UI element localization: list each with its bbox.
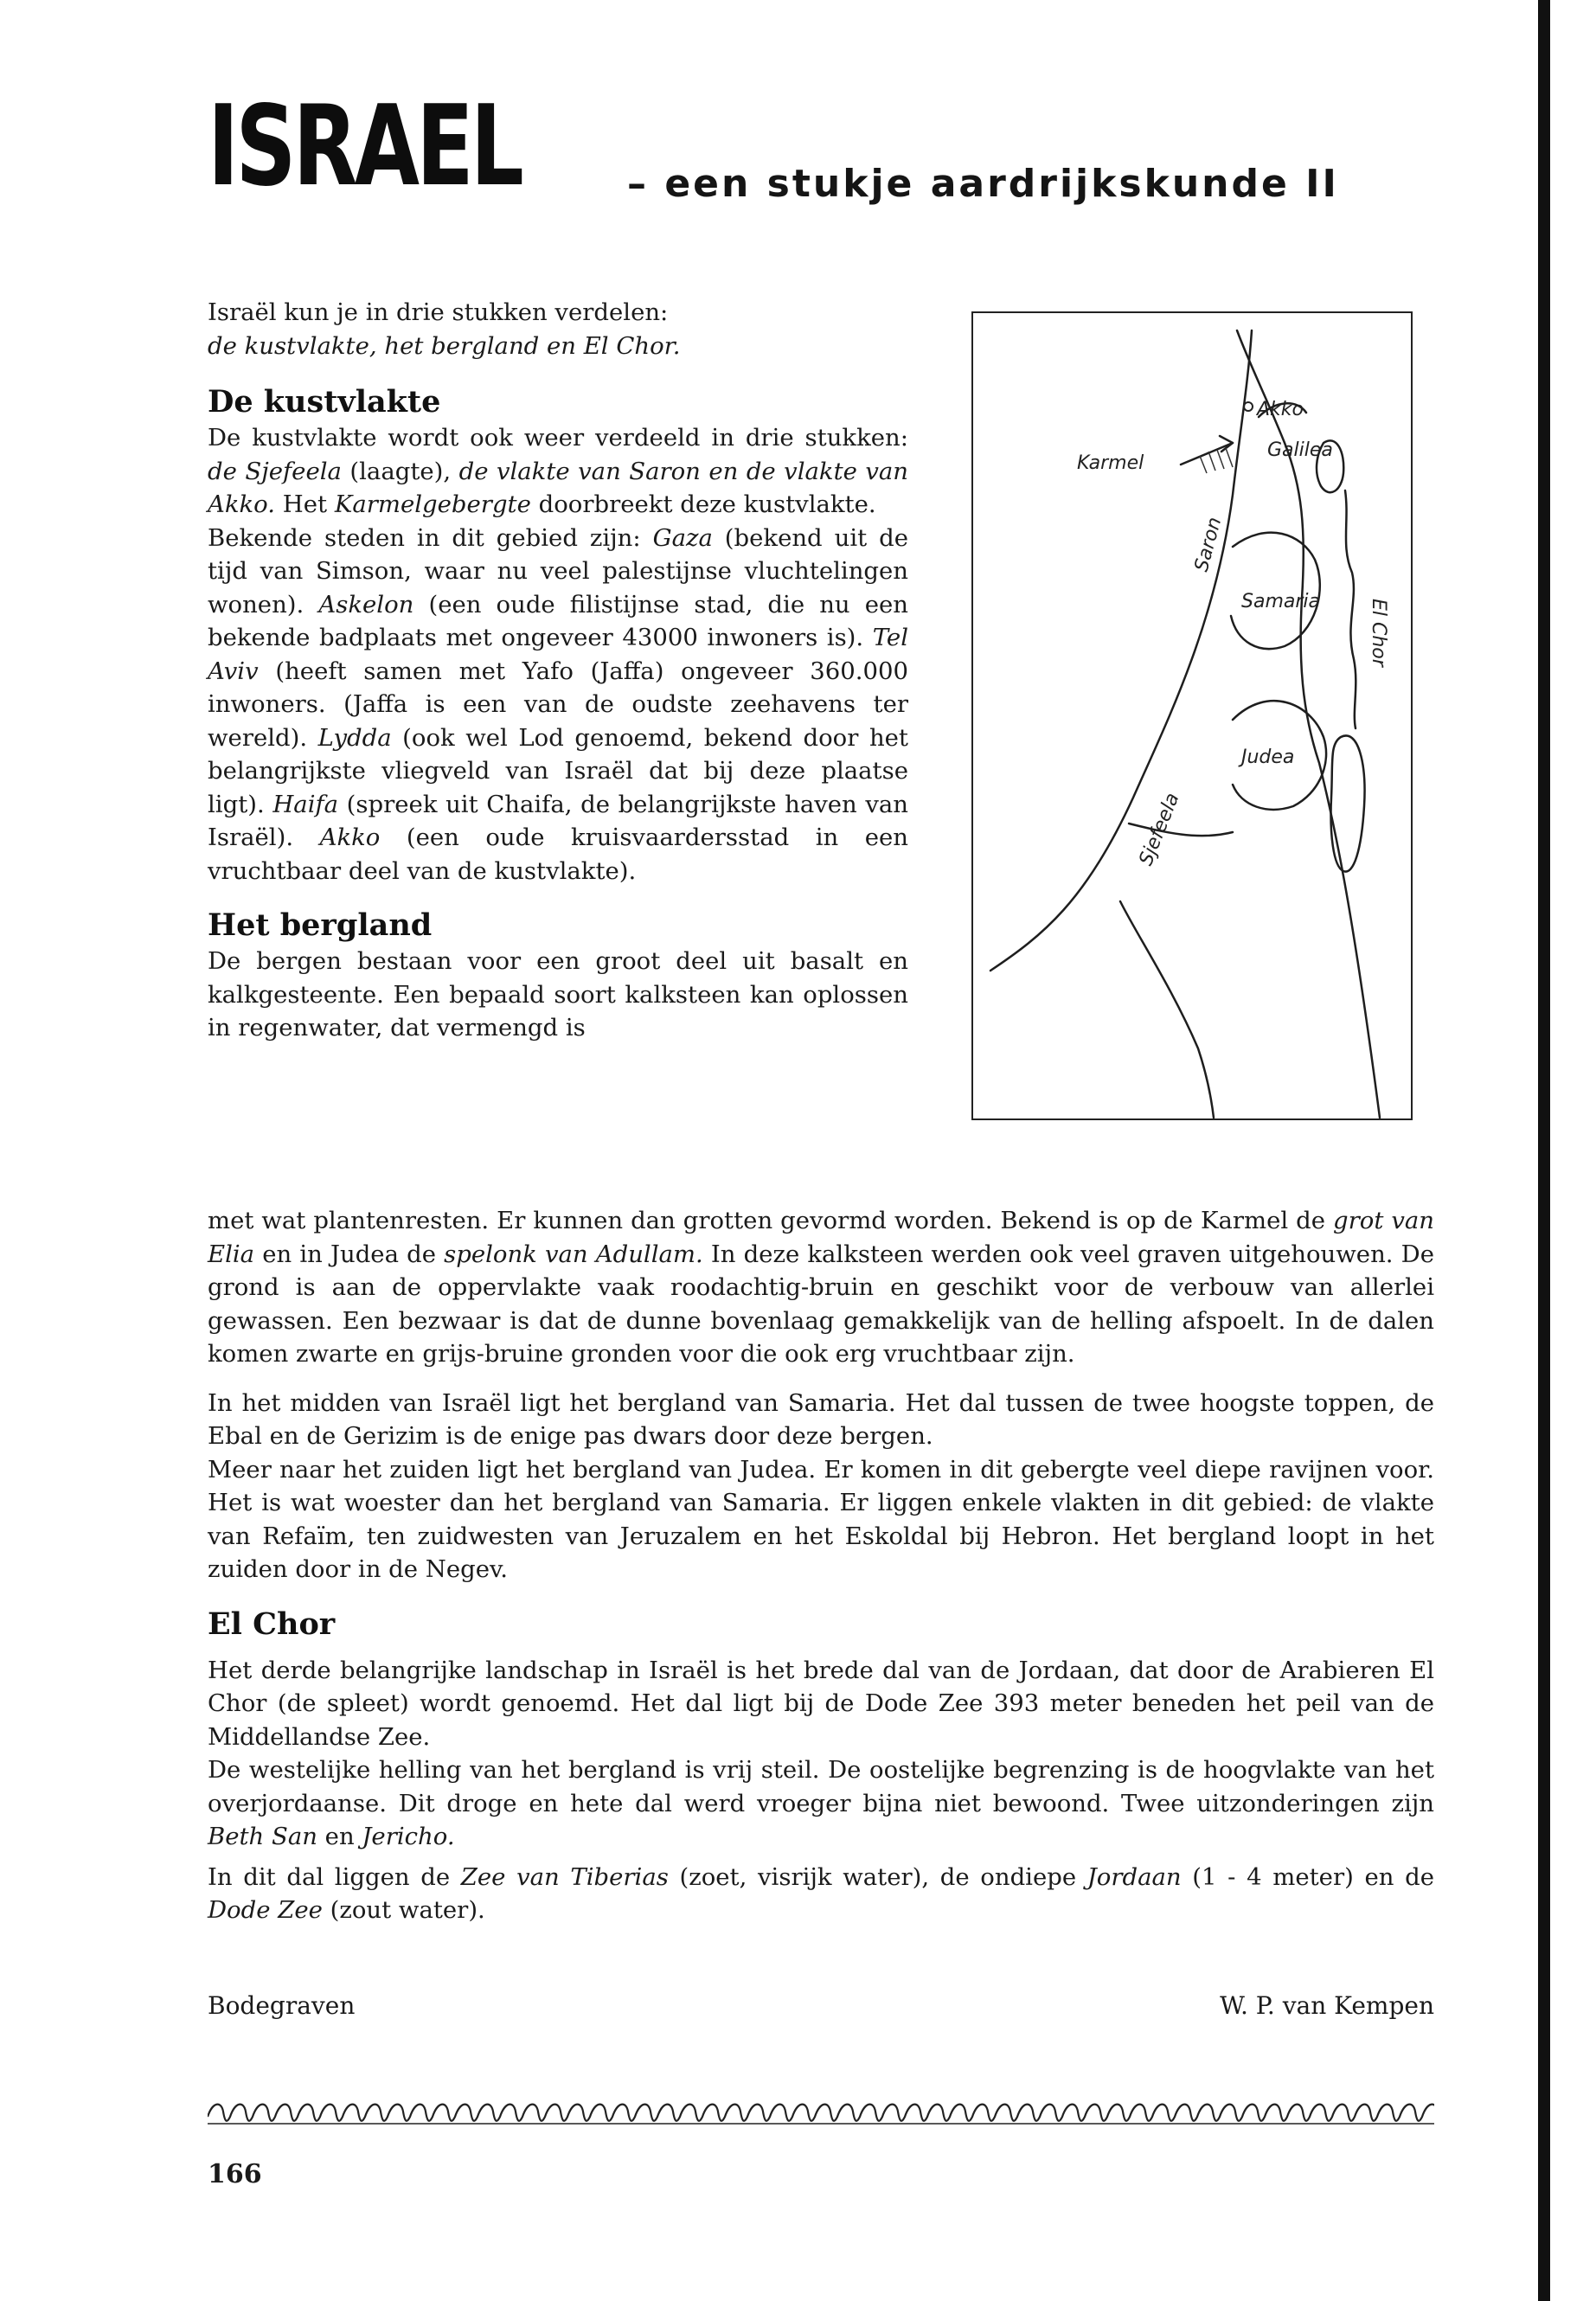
author-name: W. P. van Kempen bbox=[1220, 1991, 1434, 2020]
top-column bbox=[208, 296, 908, 1045]
kustvlakte-paragraph-2: Bekende steden in dit gebied zijn: Gaza (bekend uit de tijd van Simson, waar nu veel palestijnse vluchtelingen wonen). Askelon (een oude filistijnse stad, die nu een bekende badplaats met ongeveer 43000 inwoners is). Tel Aviv (heeft samen met Yafo (Jaffa) ongeveer 360.000 inwoners. (Jaffa is een van de oudste zeehavens ter wereld). Lydda (ook wel Lod genoemd, bekend door het belangrijkste vliegveld van Israël dat bij deze plaatse ligt). Haifa (spreek uit Chaifa, de belangrijkste haven van Israël). Akko (een oude kruisvaardersstad in een vruchtbaar deel van de kustvlakte). bbox=[208, 523, 908, 885]
map-label-galilea: Galilea bbox=[1267, 439, 1333, 461]
heading-kustvlakte: De kustvlakte bbox=[208, 384, 441, 420]
intro-line-2: de kustvlakte, het bergland en El Chor. bbox=[208, 331, 681, 360]
valley-line bbox=[1129, 824, 1233, 836]
map-label-samaria: Samaria bbox=[1241, 591, 1320, 612]
article-title bbox=[208, 82, 1445, 212]
elchor-paragraph-2: De westelijke helling van het bergland is vrij steil. De oostelijke begrenzing is de hoogvlakte van het overjordaanse. Dit droge en hete dal werd vroeger bijna niet bewoond. Twee uitzonderingen zijn Beth San en Jericho. bbox=[208, 1756, 1434, 1850]
heading-bergland: Het bergland bbox=[208, 907, 433, 943]
elchor-paragraph-3: In dit dal liggen de Zee van Tiberias (zoet, visrijk water), de ondiepe Jordaan (1 - 4 meter) en de Dode Zee (zout water). bbox=[208, 1862, 1434, 1924]
page-number: 166 bbox=[208, 2159, 262, 2189]
map-drawing bbox=[973, 313, 1414, 1122]
heading-elchor: El Chor bbox=[208, 1606, 336, 1642]
map-figure bbox=[971, 311, 1413, 1120]
intro-line-1: Israël kun je in drie stukken verdelen: bbox=[208, 298, 669, 326]
coastline bbox=[990, 330, 1252, 971]
signature-row bbox=[208, 1991, 1434, 2026]
elchor-paragraph-1: Het derde belangrijke landschap in Israël is het brede dal van de Jordaan, dat door de Arabieren El Chor (de spleet) wordt genoemd. Het dal ligt bij de Dode Zee 393 meter beneden het peil van de Middellandse Zee. bbox=[208, 1656, 1434, 1751]
page-edge-bar bbox=[1538, 0, 1550, 2301]
carmel-arrow bbox=[1181, 443, 1233, 465]
map-label-elchor: El Chor bbox=[1368, 599, 1389, 667]
map-label-judea: Judea bbox=[1241, 747, 1295, 768]
map-label-karmel: Karmel bbox=[1077, 452, 1144, 474]
bergland-paragraph-3: Meer naar het zuiden ligt het bergland van Judea. Er komen in dit gebergte veel diepe ravijnen voor. Het is wat woester dan het bergland van Samaria. Er liggen enkele vlakten in dit gebied: de vlakte van Refaïm, ten zuidwesten van Jeruzalem en het Eskoldal bij Hebron. Het bergland loopt in het zuiden door in de Negev. bbox=[208, 1455, 1434, 1583]
title-subtitle: – een stukje aardrijkskunde II bbox=[627, 162, 1339, 206]
bergland-continued bbox=[208, 1204, 1434, 1927]
dead-sea bbox=[1331, 735, 1365, 871]
bergland-paragraph-2: In het midden van Israël ligt het bergland van Samaria. Het dal tussen de twee hoogste toppen, de Ebal en de Gerizim is de enige pas dwars door deze bergen. bbox=[208, 1388, 1434, 1450]
map-label-akko: Akko bbox=[1257, 399, 1304, 420]
bergland-paragraph-1-start: De bergen bestaan voor een groot deel uit basalt en kalkgesteente. Een bepaald soort kalksteen kan oplossen in regenwater, dat vermengd is bbox=[208, 947, 908, 1042]
jordan-river bbox=[1345, 490, 1356, 728]
map-label-sjefeela: Sjefeela bbox=[1135, 790, 1184, 869]
bergland-paragraph-1-rest: met wat plantenresten. Er kunnen dan grotten gevormd worden. Bekend is op de Karmel de grot van Elia en in Judea de spelonk van Adullam. In deze kalksteen werden ook veel graven uitgehouwen. De grond is aan de oppervlakte vaak roodachtig-bruin en geschikt voor de verbouw van allerlei gewassen. Een bezwaar is dat de dunne bovenlaag gemakkelijk van de helling afspoelt. In de dalen komen zwarte en grijs-bruine gronden voor die ook erg vruchtbaar zijn. bbox=[208, 1207, 1434, 1368]
kustvlakte-paragraph-1: De kustvlakte wordt ook weer verdeeld in drie stukken: de Sjefeela (laagte), de vlakte van Saron en de vlakte van Akko. Het Karmelgebergte doorbreekt deze kustvlakte. bbox=[208, 424, 909, 518]
ornamental-border bbox=[208, 2098, 1434, 2127]
negev-line bbox=[1120, 901, 1214, 1118]
place-name: Bodegraven bbox=[208, 1991, 356, 2020]
map-label-saron: Saron bbox=[1190, 515, 1227, 574]
title-israel: ISRAEL bbox=[208, 82, 522, 211]
